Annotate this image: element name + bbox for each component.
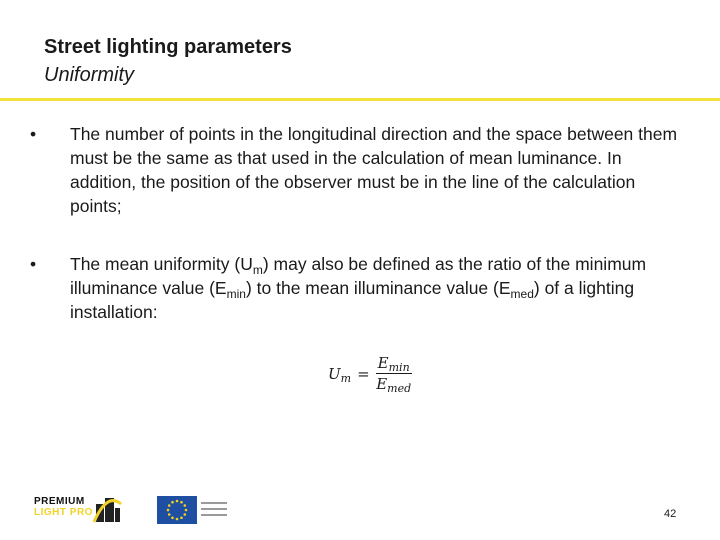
formula-symbol: E [377,354,389,372]
bullet-item-2 [30,252,680,324]
bullet-item-1 [30,122,680,218]
bullet-marker: • [30,254,37,274]
eu-caption-lines [201,502,227,520]
bullet-text-part: The mean uniformity (U [70,254,253,274]
bullet-text [70,252,680,324]
subscript-min: min [226,287,246,301]
slide-title: Street lighting parameters [44,36,292,58]
formula-subscript: med [387,382,412,395]
formula-subscript: m [340,371,352,385]
header-divider [0,98,720,101]
formula-denominator [376,374,411,393]
subscript-med: med [510,287,534,301]
formula-lhs [328,365,351,383]
bullet-text-part: ) to the mean illuminance value (E [245,278,511,298]
slide-subtitle: Uniformity [44,64,135,86]
formula-symbol: U [328,364,341,383]
eu-flag-icon [157,496,197,524]
formula-equals: = [357,364,370,383]
formula-numerator [376,354,412,374]
bullet-text: The number of points in the longitudinal direction and the space between them must be the same as that used in the calculation of mean luminance. In addition, the position of the observer must be in the line of the calculation points; [70,124,678,216]
formula-fraction [376,354,412,393]
eu-funding-logo [157,496,227,524]
building-icon [92,494,122,524]
bullet-text-part: ) of a lighting installation: [70,278,635,322]
bullet-marker: • [30,124,37,144]
logo-text-line1: PREMIUM [34,496,85,507]
uniformity-formula [328,354,412,393]
subscript-m: m [252,263,263,277]
premium-light-pro-logo [34,494,124,524]
formula-subscript: min [388,361,410,374]
bullet-text-part: ) may also be defined as the ratio of the minimum illuminance value (E [70,254,647,298]
page-number: 42 [664,508,677,520]
logo-text-line2: LIGHT PRO [34,507,93,518]
formula-symbol: E [376,375,388,393]
